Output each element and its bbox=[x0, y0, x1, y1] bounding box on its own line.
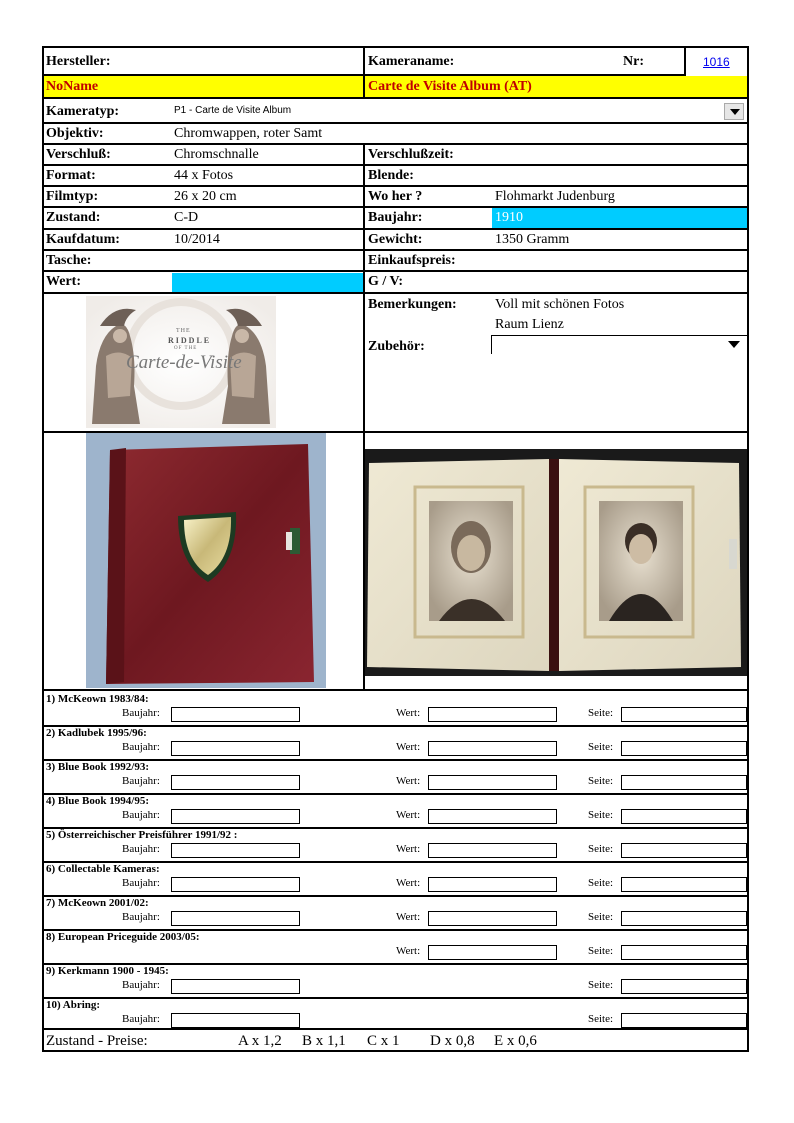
reference-baujahr-field[interactable] bbox=[171, 979, 300, 994]
reference-title: 6) Collectable Kameras: bbox=[46, 863, 160, 875]
zubehoer-select[interactable] bbox=[491, 335, 747, 354]
reference-wert-label: Wert: bbox=[396, 707, 421, 719]
kameratyp-dropdown-arrow-icon[interactable] bbox=[724, 103, 744, 120]
reference-baujahr-label: Baujahr: bbox=[122, 877, 160, 889]
reference-wert-label: Wert: bbox=[396, 945, 421, 957]
blende-label: Blende: bbox=[368, 168, 414, 183]
bemerkungen-label: Bemerkungen: bbox=[368, 297, 457, 312]
reference-wert-label: Wert: bbox=[396, 809, 421, 821]
reference-baujahr-field[interactable] bbox=[171, 1013, 300, 1028]
nr-link[interactable]: 1016 bbox=[703, 55, 730, 69]
reference-seite-label: Seite: bbox=[588, 945, 614, 957]
zubehoer-label: Zubehör: bbox=[368, 339, 425, 354]
zustand-label: Zustand: bbox=[46, 210, 101, 225]
grid-hline bbox=[42, 895, 749, 897]
reference-baujahr-label: Baujahr: bbox=[122, 809, 160, 821]
grid-hline bbox=[42, 185, 749, 187]
form-border-right bbox=[747, 46, 749, 1052]
reference-baujahr-label: Baujahr: bbox=[122, 741, 160, 753]
grid-hline bbox=[42, 725, 749, 727]
objektiv-value: Chromwappen, roter Samt bbox=[174, 126, 323, 141]
woher-label: Wo her ? bbox=[368, 189, 423, 204]
reference-title: 1) McKeown 1983/84: bbox=[46, 693, 149, 705]
reference-seite-field[interactable] bbox=[621, 979, 747, 994]
reference-wert-label: Wert: bbox=[396, 877, 421, 889]
footer-price-c: C x 1 bbox=[367, 1033, 400, 1049]
reference-title: 10) Abring: bbox=[46, 999, 101, 1011]
reference-seite-field[interactable] bbox=[621, 809, 747, 824]
reference-baujahr-label: Baujahr: bbox=[122, 1013, 160, 1025]
reference-seite-field[interactable] bbox=[621, 877, 747, 892]
grid-hline bbox=[42, 997, 749, 999]
reference-wert-label: Wert: bbox=[396, 775, 421, 787]
grid-hline bbox=[42, 97, 749, 99]
reference-wert-field[interactable] bbox=[428, 741, 557, 756]
reference-seite-field[interactable] bbox=[621, 843, 747, 858]
nr-label: Nr: bbox=[623, 54, 644, 69]
reference-seite-label: Seite: bbox=[588, 1013, 614, 1025]
kameraname-label: Kameraname: bbox=[368, 54, 455, 69]
reference-seite-label: Seite: bbox=[588, 775, 614, 787]
reference-seite-field[interactable] bbox=[621, 741, 747, 756]
format-label: Format: bbox=[46, 168, 96, 183]
reference-wert-label: Wert: bbox=[396, 843, 421, 855]
grid-hline bbox=[42, 143, 749, 145]
einkaufspreis-label: Einkaufspreis: bbox=[368, 253, 456, 268]
footer-price-a: A x 1,2 bbox=[238, 1033, 282, 1049]
reference-title: 9) Kerkmann 1900 - 1945: bbox=[46, 965, 169, 977]
reference-seite-label: Seite: bbox=[588, 809, 614, 821]
kaufdatum-label: Kaufdatum: bbox=[46, 232, 120, 247]
reference-seite-label: Seite: bbox=[588, 707, 614, 719]
grid-hline bbox=[42, 861, 749, 863]
grid-hline bbox=[42, 122, 749, 124]
grid-hline bbox=[42, 929, 749, 931]
reference-seite-label: Seite: bbox=[588, 843, 614, 855]
form-border-bottom bbox=[42, 1050, 749, 1052]
kameratyp-selected-value: P1 - Carte de Visite Album bbox=[174, 105, 292, 116]
bemerkungen-line2: Raum Lienz bbox=[495, 317, 564, 332]
grid-hline bbox=[42, 249, 749, 251]
grid-vline bbox=[684, 46, 686, 76]
baujahr-value-bg bbox=[492, 208, 747, 229]
format-value: 44 x Fotos bbox=[174, 168, 234, 183]
reference-seite-field[interactable] bbox=[621, 945, 747, 960]
grid-hline bbox=[42, 228, 749, 230]
hersteller-label: Hersteller: bbox=[46, 54, 111, 69]
filmtyp-value: 26 x 20 cm bbox=[174, 189, 237, 204]
reference-wert-field[interactable] bbox=[428, 945, 557, 960]
reference-seite-field[interactable] bbox=[621, 775, 747, 790]
wert-value-bg bbox=[172, 273, 364, 293]
logo-text-ofthe: OF THE bbox=[174, 346, 198, 351]
form-border-left bbox=[42, 46, 44, 1052]
reference-baujahr-field[interactable] bbox=[171, 843, 300, 858]
reference-title: 7) McKeown 2001/02: bbox=[46, 897, 149, 909]
album-open-photo bbox=[363, 449, 747, 676]
woher-value: Flohmarkt Judenburg bbox=[495, 189, 615, 204]
reference-wert-field[interactable] bbox=[428, 877, 557, 892]
grid-hline bbox=[42, 759, 749, 761]
grid-vline bbox=[363, 46, 365, 97]
reference-baujahr-field[interactable] bbox=[171, 707, 300, 722]
footer-label: Zustand - Preise: bbox=[46, 1033, 148, 1049]
reference-seite-label: Seite: bbox=[588, 979, 614, 991]
album-cover-photo bbox=[86, 432, 326, 688]
reference-baujahr-field[interactable] bbox=[171, 741, 300, 756]
reference-title: 2) Kadlubek 1995/96: bbox=[46, 727, 147, 739]
reference-wert-field[interactable] bbox=[428, 809, 557, 824]
reference-title: 5) Österreichischer Preisführer 1991/92 : bbox=[46, 829, 238, 841]
reference-wert-field[interactable] bbox=[428, 911, 557, 926]
reference-title: 8) European Priceguide 2003/05: bbox=[46, 931, 200, 943]
reference-wert-field[interactable] bbox=[428, 775, 557, 790]
grid-hline bbox=[42, 963, 749, 965]
grid-hline bbox=[42, 689, 749, 691]
reference-title: 3) Blue Book 1992/93: bbox=[46, 761, 149, 773]
verschluss-value: Chromschnalle bbox=[174, 147, 259, 162]
verschluss-label: Verschluß: bbox=[46, 147, 111, 162]
grid-hline bbox=[42, 793, 749, 795]
footer-price-b: B x 1,1 bbox=[302, 1033, 346, 1049]
kameratyp-label: Kameratyp: bbox=[46, 104, 120, 119]
hersteller-value: NoName bbox=[46, 79, 99, 94]
grid-hline bbox=[42, 164, 749, 166]
grid-hline bbox=[42, 270, 749, 272]
reference-seite-label: Seite: bbox=[588, 877, 614, 889]
reference-baujahr-label: Baujahr: bbox=[122, 843, 160, 855]
reference-title: 4) Blue Book 1994/95: bbox=[46, 795, 149, 807]
grid-hline bbox=[42, 206, 749, 208]
zubehoer-dropdown-arrow-icon[interactable] bbox=[728, 341, 740, 348]
baujahr-value: 1910 bbox=[495, 210, 523, 225]
logo-text-riddle: RIDDLE bbox=[168, 336, 212, 345]
reference-baujahr-field[interactable] bbox=[171, 911, 300, 926]
reference-wert-label: Wert: bbox=[396, 911, 421, 923]
kameraname-value: Carte de Visite Album (AT) bbox=[368, 79, 532, 94]
reference-baujahr-field[interactable] bbox=[171, 877, 300, 892]
reference-seite-field[interactable] bbox=[621, 707, 747, 722]
reference-seite-field[interactable] bbox=[621, 911, 747, 926]
logo-image bbox=[86, 296, 276, 428]
reference-seite-label: Seite: bbox=[588, 741, 614, 753]
reference-baujahr-field[interactable] bbox=[171, 775, 300, 790]
gewicht-label: Gewicht: bbox=[368, 232, 423, 247]
logo-text-title: Carte-de-Visite bbox=[126, 352, 242, 373]
objektiv-label: Objektiv: bbox=[46, 126, 104, 141]
gewicht-value: 1350 Gramm bbox=[495, 232, 570, 247]
bemerkungen-line1: Voll mit schönen Fotos bbox=[495, 297, 625, 312]
reference-wert-field[interactable] bbox=[428, 843, 557, 858]
grid-hline bbox=[42, 1028, 749, 1030]
kaufdatum-value: 10/2014 bbox=[174, 232, 220, 247]
grid-hline bbox=[42, 431, 749, 433]
reference-baujahr-label: Baujahr: bbox=[122, 979, 160, 991]
reference-seite-field[interactable] bbox=[621, 1013, 747, 1028]
wert-label: Wert: bbox=[46, 274, 81, 289]
footer-price-d: D x 0,8 bbox=[430, 1033, 475, 1049]
logo-text-the: THE bbox=[176, 328, 191, 334]
reference-baujahr-label: Baujahr: bbox=[122, 707, 160, 719]
verschlusszeit-label: Verschlußzeit: bbox=[368, 147, 454, 162]
grid-hline bbox=[42, 827, 749, 829]
reference-wert-label: Wert: bbox=[396, 741, 421, 753]
gv-label: G / V: bbox=[368, 274, 404, 289]
kameratyp-select[interactable] bbox=[172, 101, 746, 122]
reference-seite-label: Seite: bbox=[588, 911, 614, 923]
form-border-top bbox=[42, 46, 749, 48]
reference-baujahr-label: Baujahr: bbox=[122, 911, 160, 923]
reference-baujahr-field[interactable] bbox=[171, 809, 300, 824]
tasche-label: Tasche: bbox=[46, 253, 92, 268]
footer-price-e: E x 0,6 bbox=[494, 1033, 537, 1049]
reference-baujahr-label: Baujahr: bbox=[122, 775, 160, 787]
zustand-value: C-D bbox=[174, 210, 199, 225]
filmtyp-label: Filmtyp: bbox=[46, 189, 99, 204]
reference-wert-field[interactable] bbox=[428, 707, 557, 722]
grid-hline bbox=[42, 292, 749, 294]
baujahr-label: Baujahr: bbox=[368, 210, 423, 225]
grid-vline bbox=[363, 143, 365, 690]
